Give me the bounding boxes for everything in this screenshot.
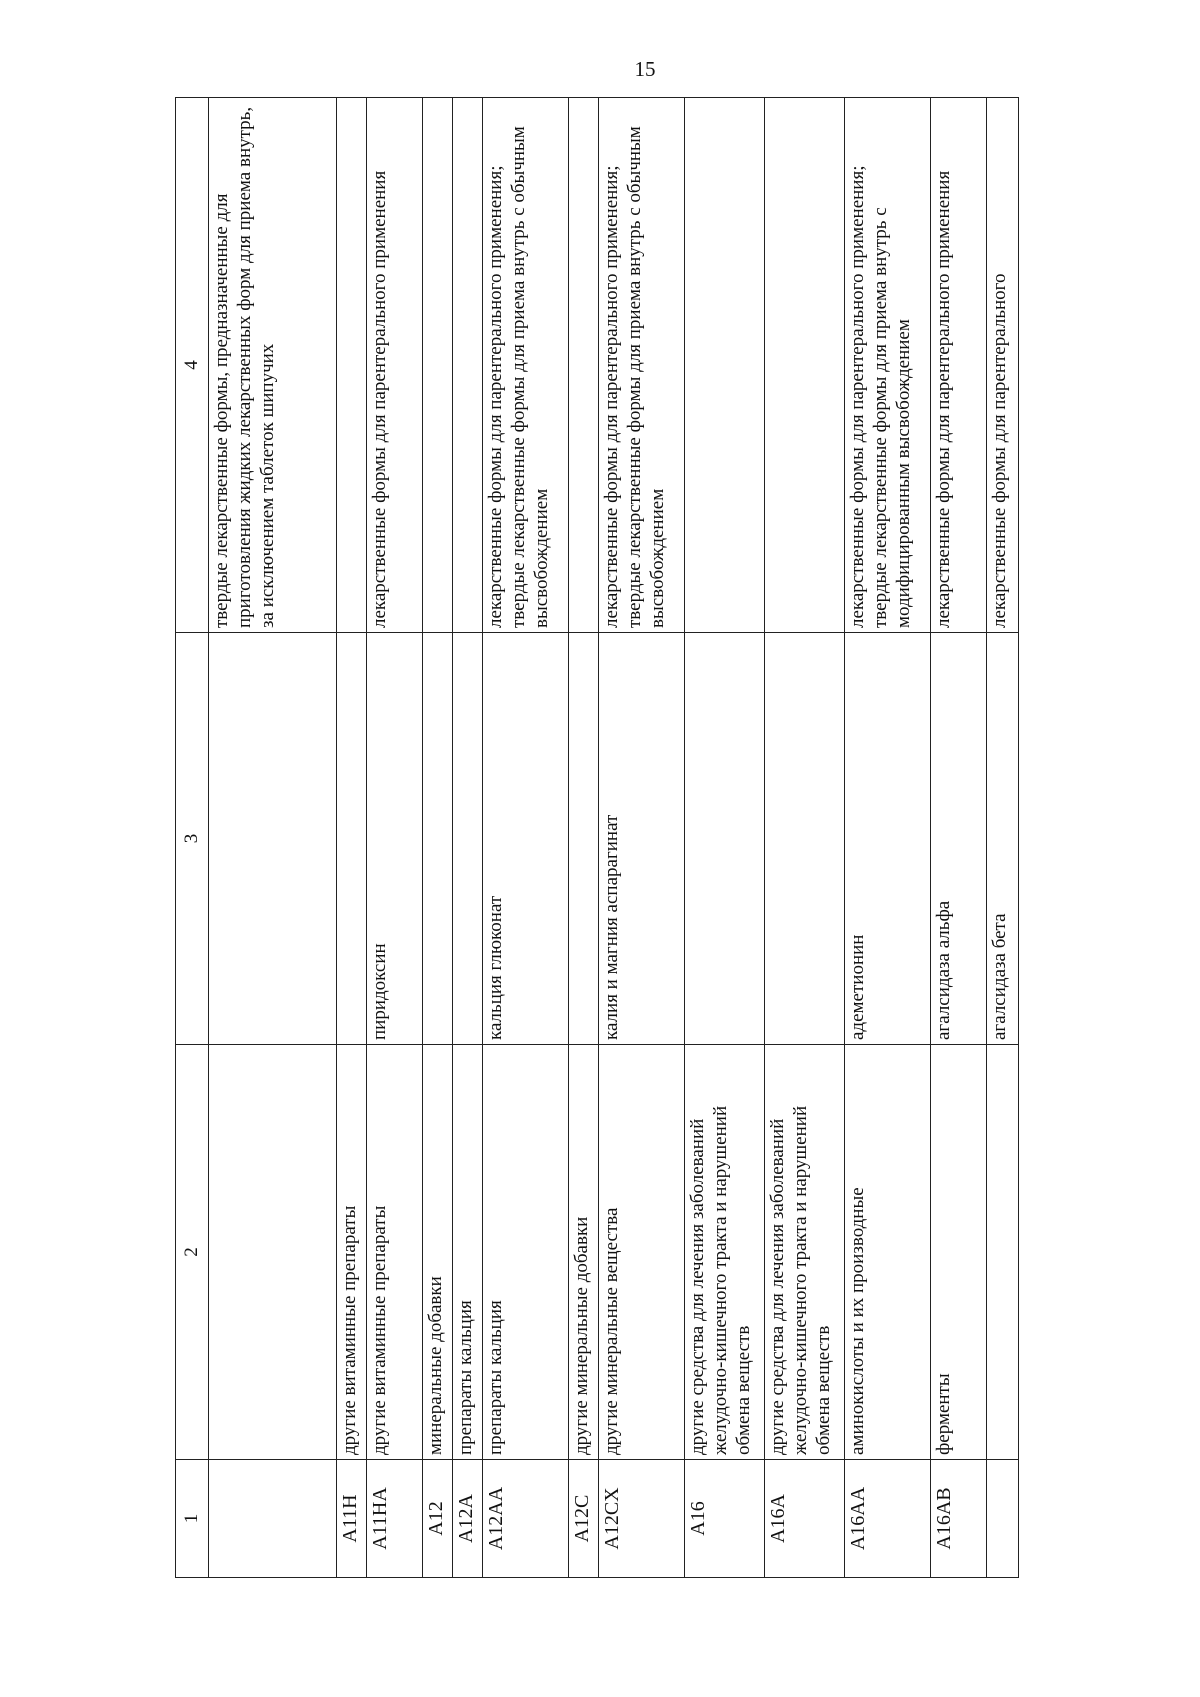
dosage-form-line: лекарственные формы для парентерального применения bbox=[933, 170, 954, 628]
atc-code-cell: A12C bbox=[569, 1460, 599, 1578]
atc-code-cell bbox=[987, 1460, 1019, 1578]
substance-cell bbox=[423, 633, 453, 1045]
atc-code-cell: A16AA bbox=[845, 1460, 931, 1578]
header-col-4: 4 bbox=[176, 98, 209, 633]
table-row bbox=[337, 98, 367, 1578]
atc-code-cell: A16 bbox=[685, 1460, 765, 1578]
dosage-form-line: лекарственные формы для парентерального применения bbox=[369, 170, 390, 628]
dosage-forms-cell bbox=[599, 98, 685, 633]
substance-cell: агалсидаза альфа bbox=[931, 633, 987, 1045]
table-row bbox=[685, 98, 765, 1578]
atc-code-cell: A12 bbox=[423, 1460, 453, 1578]
dosage-form-line: твердые лекарственные формы, предназначенные для приготовления жидких лекарственных форм для приема внутрь, за исключением таблеток шипучих bbox=[211, 106, 279, 628]
atc-group-cell: другие минеральные добавки bbox=[569, 1045, 599, 1460]
header-col-1: 1 bbox=[176, 1460, 209, 1578]
atc-code-cell: A12CX bbox=[599, 1460, 685, 1578]
dosage-forms-cell bbox=[367, 98, 423, 633]
atc-code-cell: A11H bbox=[337, 1460, 367, 1578]
atc-group-cell: минеральные добавки bbox=[423, 1045, 453, 1460]
table-row bbox=[569, 98, 599, 1578]
substance-cell bbox=[765, 633, 845, 1045]
dosage-forms-cell bbox=[685, 98, 765, 633]
table-row bbox=[209, 98, 337, 1578]
dosage-form-line: твердые лекарственные формы для приема внутрь с обычным высвобождением bbox=[508, 126, 553, 628]
rotated-table-container bbox=[175, 98, 1120, 1578]
atc-group-cell bbox=[209, 1045, 337, 1460]
table-row bbox=[599, 98, 685, 1578]
atc-code-cell: A16AB bbox=[931, 1460, 987, 1578]
atc-code-cell: A11HA bbox=[367, 1460, 423, 1578]
page-number: 15 bbox=[634, 57, 656, 81]
table-row bbox=[845, 98, 931, 1578]
atc-group-cell: другие витаминные препараты bbox=[337, 1045, 367, 1460]
dosage-forms-cell bbox=[931, 98, 987, 633]
substance-cell bbox=[453, 633, 483, 1045]
atc-group-cell: другие средства для лечения заболеваний желудочно-кишечного тракта и нарушений обмена веществ bbox=[685, 1045, 765, 1460]
atc-group-cell: ферменты bbox=[931, 1045, 987, 1460]
table-row bbox=[367, 98, 423, 1578]
atc-group-cell: другие витаминные препараты bbox=[367, 1045, 423, 1460]
table-header-row bbox=[176, 98, 209, 1578]
dosage-forms-cell bbox=[209, 98, 337, 633]
table-row bbox=[987, 98, 1019, 1578]
dosage-forms-cell bbox=[987, 98, 1019, 633]
atc-group-cell: препараты кальция bbox=[453, 1045, 483, 1460]
substance-cell bbox=[337, 633, 367, 1045]
dosage-form-line: лекарственные формы для парентерального применения; bbox=[485, 165, 506, 628]
table-row bbox=[931, 98, 987, 1578]
atc-code-cell bbox=[209, 1460, 337, 1578]
atc-group-cell: другие средства для лечения заболеваний желудочно-кишечного тракта и нарушений обмена веществ bbox=[765, 1045, 845, 1460]
substance-cell bbox=[209, 633, 337, 1045]
substance-cell: кальция глюконат bbox=[483, 633, 569, 1045]
dosage-forms-cell bbox=[845, 98, 931, 633]
atc-group-cell: препараты кальция bbox=[483, 1045, 569, 1460]
atc-group-cell: аминокислоты и их производные bbox=[845, 1045, 931, 1460]
dosage-forms-cell bbox=[453, 98, 483, 633]
substance-cell bbox=[569, 633, 599, 1045]
dosage-form-line: лекарственные формы для парентерального применения; bbox=[847, 165, 868, 628]
dosage-form-line: лекарственные формы для парентерального применения; bbox=[601, 165, 622, 628]
dosage-forms-cell bbox=[765, 98, 845, 633]
header-col-3: 3 bbox=[176, 633, 209, 1045]
table-row bbox=[483, 98, 569, 1578]
atc-group-cell: другие минеральные вещества bbox=[599, 1045, 685, 1460]
dosage-forms-cell bbox=[337, 98, 367, 633]
table-row bbox=[765, 98, 845, 1578]
atc-code-cell: A12AA bbox=[483, 1460, 569, 1578]
dosage-forms-cell bbox=[483, 98, 569, 633]
substance-cell: калия и магния аспарагинат bbox=[599, 633, 685, 1045]
atc-code-cell: A12A bbox=[453, 1460, 483, 1578]
dosage-form-line: твердые лекарственные формы для приема внутрь с обычным высвобождением bbox=[624, 126, 669, 628]
substance-cell: агалсидаза бета bbox=[987, 633, 1019, 1045]
substance-cell: адеметионин bbox=[845, 633, 931, 1045]
header-col-2: 2 bbox=[176, 1045, 209, 1460]
atc-group-cell bbox=[987, 1045, 1019, 1460]
dosage-forms-cell bbox=[423, 98, 453, 633]
dosage-form-line: лекарственные формы для парентерального bbox=[989, 273, 1010, 628]
dosage-form-line: твердые лекарственные формы для приема внутрь с модифицированным высвобождением bbox=[870, 207, 915, 628]
substance-cell bbox=[685, 633, 765, 1045]
table-row bbox=[453, 98, 483, 1578]
substance-cell: пиридоксин bbox=[367, 633, 423, 1045]
table-body bbox=[209, 98, 1019, 1578]
dosage-forms-cell bbox=[569, 98, 599, 633]
medicines-table bbox=[175, 97, 1019, 1578]
atc-code-cell: A16A bbox=[765, 1460, 845, 1578]
table-row bbox=[423, 98, 453, 1578]
